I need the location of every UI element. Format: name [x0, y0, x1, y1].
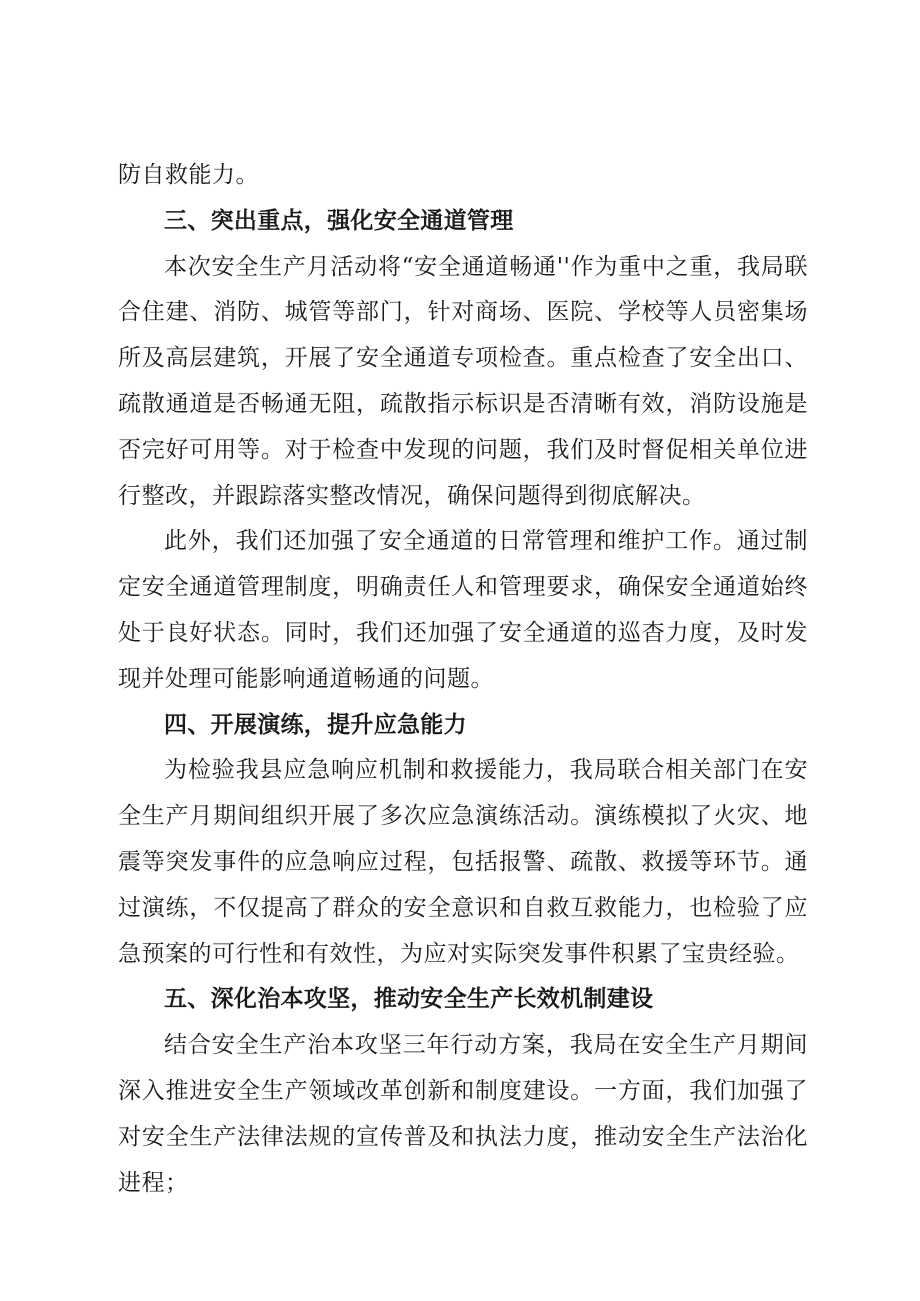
section-heading-3: 三、突出重点，强化安全通道管理	[164, 207, 514, 234]
section-heading-4: 四、开展演练，提升应急能力	[164, 711, 467, 738]
section-4-paragraph-1: 为检验我县应急响应机制和救援能力，我局联合相关部门在安全生产月期间组织开展了多次应急演练活动。演练模拟了火灾、地震等突发事件的应急响应过程，包括报警、疏散、救援等环节。通过演练，不仅提高了群众的安全意识和自救互救能力，也检验了应急预案的可行性和有效性，为应对实际突发事件积累了宝贵经验。	[118, 757, 808, 967]
section-3-paragraph-1: 本次安全生产月活动将“安全通道畅通''作为重中之重，我局联合住建、消防、城管等部门，针对商场、医院、学校等人员密集场所及高层建筑，开展了安全通道专项检查。重点检查了安全出口、疏散通道是否畅通无阻，疏散指示标识是否清晰有效，消防设施是否完好可用等。对于检查中发现的问题，我们及时督促相关单位进行整改，并跟踪落实整改情况，确保问题得到彻底解决。	[118, 253, 808, 509]
continued-paragraph: 防自救能力。	[118, 162, 259, 188]
section-heading-5: 五、深化治本攻坚，推动安全生产长效机制建设	[164, 986, 654, 1013]
section-3-paragraph-2: 此外，我们还加强了安全通道的日常管理和维护工作。通过制定安全通道管理制度，明确责任人和管理要求，确保安全通道始终处于良好状态。同时，我们还加强了安全通道的巡杳力度，及时发现并处理可能影响通道畅通的问题。	[118, 528, 808, 692]
document-page	[118, 153, 808, 1206]
section-5-paragraph-1: 结合安全生产治本攻坚三年行动方案，我局在安全生产月期间深入推进安全生产领域改革创新和制度建设。一方面，我们加强了对安全生产法律法规的宣传普及和执法力度，推动安全生产法治化进程；	[118, 1032, 808, 1196]
